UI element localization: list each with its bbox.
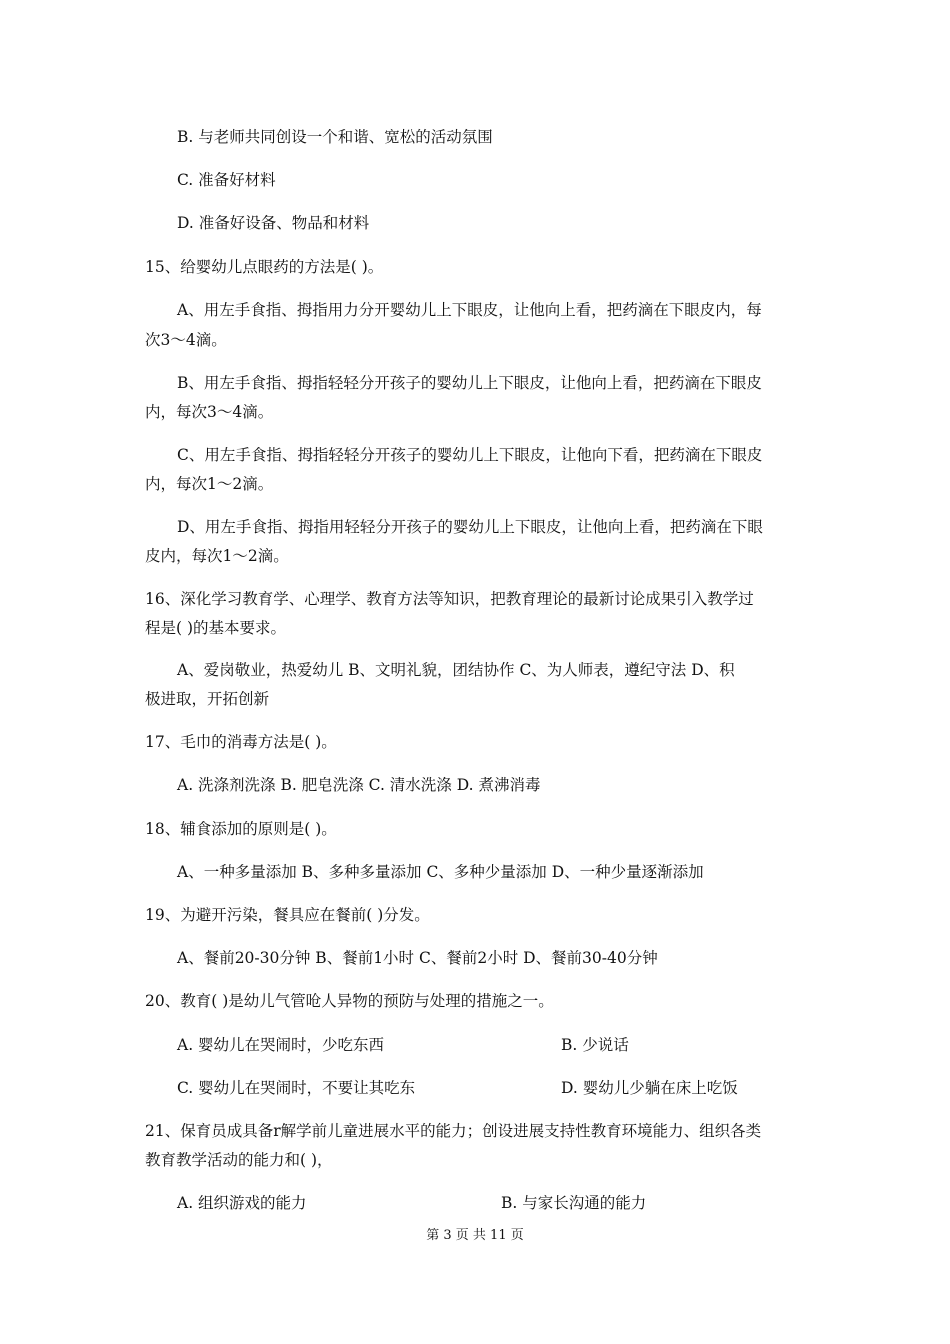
option-d: D. 准备好设备、物品和材料 <box>177 214 370 232</box>
q15-option-a: A、用左手食指、拇指用力分开婴幼儿上下眼皮，让他向上看，把药滴在下眼皮内，每 <box>177 301 762 319</box>
q15-option-c-cont: 内，每次1～2滴。 <box>145 475 274 493</box>
q20-option-a: A. 婴幼儿在哭闹时，少吃东西 <box>177 1036 385 1054</box>
q15-option-b-cont: 内，每次3～4滴。 <box>145 403 274 421</box>
q20-option-b: B. 少说话 <box>561 1036 629 1054</box>
question-17: 17、毛巾的消毒方法是( )。 <box>145 733 337 751</box>
q20-option-d: D. 婴幼儿少躺在床上吃饭 <box>561 1079 738 1097</box>
question-21: 21、保育员成具备r解学前儿童进展水平的能力；创设进展支持性教育环境能力、组织各类 <box>145 1122 762 1140</box>
question-21-cont: 教育教学活动的能力和( )， <box>145 1151 333 1169</box>
q20-option-c: C. 婴幼儿在哭闹时，不要让其吃东 <box>177 1079 416 1097</box>
option-c: C. 准备好材料 <box>177 171 276 189</box>
page-footer: 第 3 页 共 11 页 <box>426 1228 524 1243</box>
q15-option-d: D、用左手食指、拇指用轻轻分开孩子的婴幼儿上下眼皮，让他向上看，把药滴在下眼 <box>177 518 763 536</box>
question-19: 19、为避开污染，餐具应在餐前( )分发。 <box>145 906 430 924</box>
q19-options: A、餐前20-30分钟 B、餐前1小时 C、餐前2小时 D、餐前30-40分钟 <box>177 949 658 967</box>
question-15: 15、给婴幼儿点眼药的方法是( )。 <box>145 258 384 276</box>
q15-option-a-cont: 次3～4滴。 <box>145 331 227 349</box>
q18-options: A、一种多量添加 B、多种多量添加 C、多种少量添加 D、一种少量逐渐添加 <box>177 863 704 881</box>
question-16-cont: 程是( )的基本要求。 <box>145 619 287 637</box>
question-18: 18、辅食添加的原则是( )。 <box>145 820 337 838</box>
question-16: 16、深化学习教育学、心理学、教育方法等知识，把教育理论的最新讨论成果引入教学过 <box>145 590 754 608</box>
q15-option-b: B、用左手食指、拇指轻轻分开孩子的婴幼儿上下眼皮，让他向上看，把药滴在下眼皮 <box>177 374 762 392</box>
option-b: B. 与老师共同创设一个和谐、宽松的活动氛围 <box>177 128 493 146</box>
q17-options: A. 洗涤剂洗涤 B. 肥皂洗涤 C. 清水洗涤 D. 煮沸消毒 <box>177 776 541 794</box>
q21-option-b: B. 与家长沟通的能力 <box>501 1194 647 1212</box>
q21-option-a: A. 组织游戏的能力 <box>177 1194 307 1212</box>
q15-option-d-cont: 皮内，每次1～2滴。 <box>145 547 289 565</box>
q16-options: A、爱岗敬业，热爱幼儿 B、文明礼貌，团结协作 C、为人师表，遵纪守法 D、积 <box>177 661 735 679</box>
q15-option-c: C、用左手食指、拇指轻轻分开孩子的婴幼儿上下眼皮，让他向下看，把药滴在下眼皮 <box>177 446 763 464</box>
q16-options-cont: 极进取，开拓创新 <box>145 690 270 708</box>
question-20: 20、教育( )是幼儿气管呛人异物的预防与处理的措施之一。 <box>145 992 554 1010</box>
